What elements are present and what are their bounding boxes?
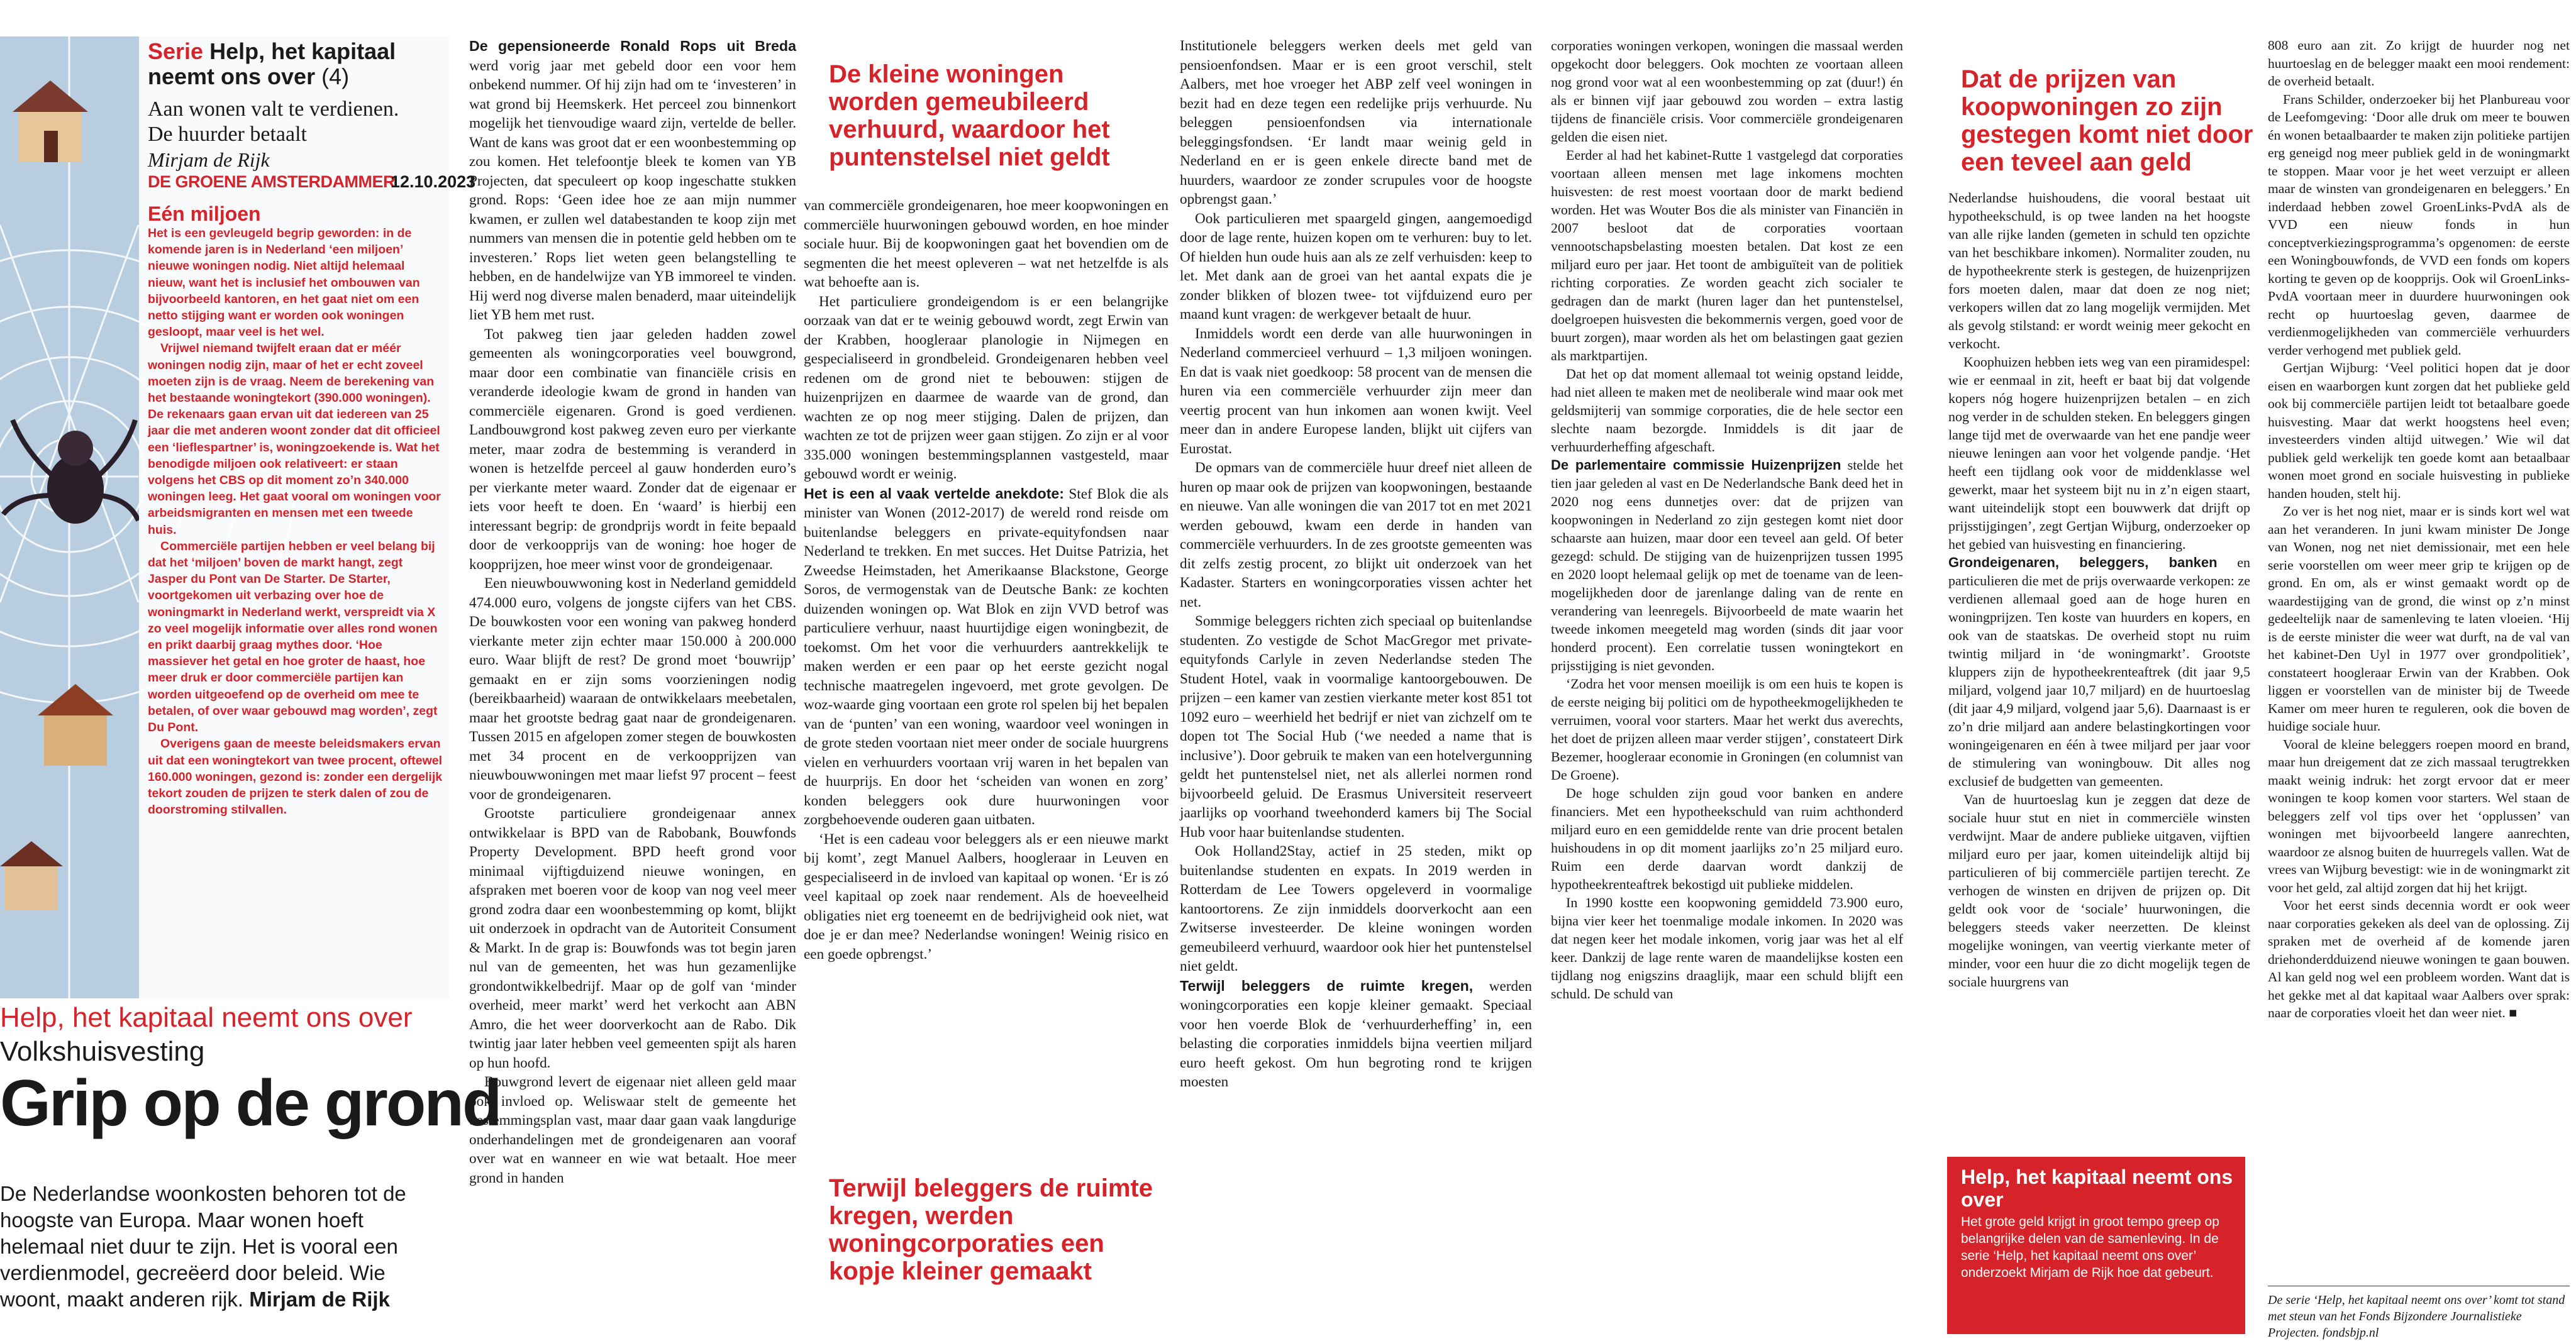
paragraph: Grootste particuliere grondeigenaar annex ontwikkelaar is BPD van de Rabobank, Bouwfonds Property Development. BPD heeft grond voor minimaal vijftigduizend nieuwe woningen, en afspraken met boeren voor de koop van nog veel meer grond zodra daar een woonbestemming op komt, blijkt uit onderzoek in opdracht van de Autoriteit Consument & Markt. In de grap is: Bouwfonds was tot begin jaren nul van de gemeenten, het was hun gezamenlijke grondontwikkelbedrijf. Maar op de golf van ‘minder overheid, meer markt’ werd het verkocht aan ABN Amro, die het weer doorverkocht aan de Rabo. Dik twintig jaar later hebben veel gemeenten spijt als haren op hun hoofd. [469, 805, 796, 1071]
paragraph [1180, 976, 1532, 1092]
paragraph: Gertjan Wijburg: ‘Veel politici hopen dat je door eisen en waarborgen kunt zorgen dat het publieke geld ook bij commerciële partijen leidt tot betaalbare goede huisvesting. Maar dat werkt hoogstens heel even; investeerders vinden altijd uitwegen.’ Wie wil dat publiek geld werkelijk ten goede komt aan betaalbaar wonen moet grond en sociale huisvesting in publieke handen houden, stelt hij. [2268, 360, 2570, 501]
intro-paragraph: Overigens gaan de meeste beleidsmakers ervan uit dat een woningtekort van twee procent, oftewel 160.000 woningen, gezond is: zonder een dergelijk tekort zouden de prijzen te sterk dalen of zou de doorstroming stilvallen. [148, 737, 443, 817]
paragraph: Eerder al had het kabinet-Rutte 1 vastgelegd dat corporaties voortaan alleen mensen met lage inkomens mochten huisvesten: de rest moest voortaan door de markt bediend worden. Het was Wouter Bos die als minister van Financiën in 2007 besloot dat de corporaties voortaan vennootschapsbelasting moesten betalen. Dat kost ze een miljard euro per jaar. Het toont de ambiguïteit van de politiek richting corporaties. Ze worden geacht zich socialer te gedragen dan de markt (huren lager dan het puntenstelsel, doelgroepen huisvesten die bekommernis vergen, goed voor de buurt zorgen), maar worden als het om belastingen gaat gezien als marktpartijen. [1551, 147, 1903, 363]
paragraph-lead: Grondeigenaren, beleggers, banken [1948, 555, 2218, 570]
paragraph-lead: De gepensioneerde Ronald Rops uit Breda [469, 38, 796, 54]
article-column-6 [2268, 36, 2570, 1022]
end-note: De serie ‘Help, het kapitaal neemt ons over’ komt tot stand met steun van het Fonds Bijzondere Journalistieke Projecten. fondsbjp.nl [2268, 1293, 2565, 1340]
paragraph-lead: Terwijl beleggers de ruimte kregen, [1180, 977, 1474, 994]
pull-quote: De kleine woningen worden gemeubileerd verhuurd, waardoor het puntenstelsel niet geldt [829, 60, 1110, 171]
paragraph: Vooral de kleine beleggers roepen moord en brand, maar hun dreigement dat ze zich massaal terugtrekken maakt weinig indruk: het zorgt ervoor dat er meer woningen te koop komen voor starters. Wel staan de beleggers zelf vol tips over het ‘opplussen’ van woningen met bijvoorbeeld langere aanrechten, waardoor ze alsnog buiten de huurregels vallen. Wat de vrees van Wijburg bevestigt: wie in de woningmarkt zit voor het geld, zal altijd zorgen dat hij het krijgt. [2268, 736, 2570, 895]
article-column-4 [1551, 36, 1903, 1003]
section-label: Volkshuisvesting [0, 1036, 205, 1067]
pull-quote: Dat de prijzen van koopwoningen zo zijn gestegen komt niet door een teveel aan geld [1961, 65, 2253, 176]
article-column-1 [469, 36, 796, 1188]
series-info-text: Het grote geld krijgt in groot tempo greep op belangrijke delen van de samenleving. In de serie ‘Help, het kapitaal neemt ons over’ onderzoekt Mirjam de Rijk hoe dat gebeurt. [1961, 1215, 2219, 1280]
paragraph-text: werd vorig jaar met gebeld door een voor hem onbekend nummer. Of hij zijn had om te ‘investeren’ in wat grond bij Heemskerk. Het perceel zou binnenkort mogelijk het tienvoudige waard zijn, vertelde de beller. Want de kans was groot dat er een woonbestemming op zou komen. Het telefoontje bleek te komen van YB Projecten, dat speculeert op koop ingeschatte stukken grond. Rops: ‘Geen idee hoe ze aan mijn nummer kwamen, er zullen wel databestanden te koop zijn met nummers van mensen die in potentie geld hebben om te investeren.’ Rops liet weten geen belangstelling te hebben, en de handelwijze van YB immoreel te vinden. Hij werd nog diverse malen benaderd, maar uiteindelijk liet YB hem met rust. [469, 57, 796, 323]
series-info-box [1947, 1157, 2245, 1334]
serie-author: Mirjam de Rijk [148, 148, 270, 171]
paragraph: Het particuliere grondeigendom is er een belangrijke oorzaak van dat er te weinig gebouwd wordt, zegt Erwin van der Krabben, hoogleraar planologie in Nijmegen en gespecialiseerd in grondbeleid. Grondeigenaren hebben veel redenen om de grond niet te bebouwen: stijgen de huizenprijzen en daarmee de waarde van de grond, dan wachten ze op nog meer stijging. Dalen de prijzen, dan wachten ze tot de prijzen weer gaan stijgen. Zo zijn er al voor 335.000 woningen bestemmingsplannen vastgesteld, maar gebouwd wordt er weinig. [804, 293, 1169, 482]
paragraph: Van de huurtoeslag kun je zeggen dat deze de sociale huur stut en niet in commerciële winsten verdwijnt. Maar de andere publieke uitgaven, vijftien miljard euro per jaar, komen uiteindelijk altijd bij particulieren of bij commerciële partijen terecht. Ze verhogen de winsten en drijven de prijzen op. Dit geldt ook voor de ‘sociale’ huurwoningen, die beleggers steeds vaker neerzetten. De kleinst mogelijke woningen, van veertig vierkante meter of minder, voor een huur die zo dicht mogelijk tegen de sociale huurgrens van [1948, 792, 2250, 990]
intro-paragraph: Commerciële partijen hebben er veel belang bij dat het ‘miljoen’ boven de markt hangt, zegt Jasper du Pont van De Starter. De Starter, voortgekomen uit verbazing over hoe de woningmarkt in Nederland werkt, verspreidt via X zo veel mogelijk informatie over alles rond wonen en prikt daarbij graag mythes door. ‘Hoe massiever het getal en hoe groter de haast, hoe meer druk er door commerciële partijen kan worden uitgeoefend op de overheid om mee te betalen, of over waar gebouwd mag worden’, zegt Du Pont. [148, 539, 438, 735]
paragraph: 808 euro aan zit. Zo krijgt de huurder nog net huurtoeslag en de belegger maakt een mooi rendement: de overheid betaalt. [2268, 38, 2570, 89]
paragraph: Institutionele beleggers werken deels met geld van pensioenfondsen. Maar er is een groot verschil, stelt Aalbers, met hoe vroeger het ABP zelf veel woningen in bezit had en deze tegen een redelijke prijs verhuurde. Nu beleggen pensioenfondsen via internationale beleggingsfondsen. ‘Er landt maar weinig geld in Nederland en er is geen enkele directe band met de huurders, waardoor ze zonder scrupules voor de hoogste opbrengst gaan.’ [1180, 38, 1532, 207]
paragraph [1551, 456, 1903, 675]
paragraph-lead: Het is een al vaak vertelde anekdote: [804, 485, 1065, 502]
page-title: Grip op de grond [0, 1067, 501, 1140]
series-info-title: Help, het kapitaal neemt ons over [1961, 1166, 2233, 1211]
paragraph: Een nieuwbouwwoning kost in Nederland gemiddeld 474.000 euro, volgens de jongste cijfers van het CBS. De bouwkosten voor een woning van pakweg honderd vierkante meter zijn echter maar 150.000 à 200.000 euro. Waar blijft de rest? De grond moet ‘bouwrijp’ gemaakt en er zijn soms voorzieningen nodig (bereikbaarheid) waaraan de ontwikkelaars meebetalen, maar het grootste bedrag gaat naar de grondeigenaren. Tussen 2015 en afgelopen zomer stegen de bouwkosten met 34 procent en de verkoopprijzen van nieuwbouwwoningen met maar liefst 97 procent – feest voor de grondeigenaren. [469, 575, 796, 803]
paragraph: Voor het eerst sinds decennia wordt er ook weer naar corporaties gekeken als deel van de oplossing. Zij spraken met de overheid af de komende jaren driehonderdduizend nieuwe woningen te gaan bouwen. Al kan geld nog wel een probleem worden. Want dat is het gekke met al dat kapitaal waar Aalbers over sprak: naar de corporaties vloeit het dan weer niet. ■ [2268, 898, 2570, 1020]
paragraph: Ook particulieren met spaargeld gingen, aangemoedigd door de lage rente, huizen kopen om te verhuren: buy to let. Of hielden hun oude huis aan als ze zelf verhuisden: keep to let. Met dank aan de groei van het aantal expats die je zonder blikken of blozen twee- tot vijfduizend euro per maand kunt vragen: de werkgever betaalt de huur. [1180, 210, 1532, 323]
serie-subtitle [148, 97, 443, 147]
paragraph: Koophuizen hebben iets weg van een piramidespel: wie er eenmaal in zit, heeft er baat bij dat volgende kopers nóg hogere huizenprijzen betalen – en zich nog verder in de schulden steken. En beleggers gingen lange tijd met de overwaarde van het ene pandje weer nieuwe leningen aan voor het volgende pandje. ‘Het heeft een tijdlang ook voor de middenklasse wel gewerkt, maar het systeem bijt nu in z’n eigen staart, want uiteindelijk stopt een bouwwerk dat drijft op prijsstijgingen’, zegt Gertjan Wijburg, onderzoeker op het gebied van huisvesting en financiering. [1948, 354, 2250, 552]
paragraph-text: Stef Blok die als minister van Wonen (2012-2017) de wereld rond reisde om buitenlandse beleggers en private-equityfondsen naar Nederland te trekken. En met succes. Het Duitse Patrizia, het Zweedse Heimstaden, het Amerikaanse Blackstone, George Soros, de vermogenstak van de Deutsche Bank: ze kochten duizenden woningen op. Wat Blok en zijn VVD betrof was particuliere verhuur, naast huurtijdige eigen woningbezit, de toekomst. Om het voor die verhuurders aantrekkelijk te maken werden er een paar op het eerste gezicht nogal technische maatregelen ingevoerd, met grote gevolgen. De woz-waarde ging voortaan een grote rol spelen bij het bepalen van de ‘punten’ van een woning, waardoor veel woningen in de grote steden voortaan niet meer onder de sociale huurgrens vielen en verhuurders voortaan vrij waren in het bepalen van de huurprijs. En door het ‘scheiden van wonen en zorg’ konden beleggers ook dure huurwoningen voor zorgbehoevende ouderen gaan uitbaten. [804, 485, 1169, 828]
byline: Mirjam de Rijk [249, 1288, 390, 1311]
serie-subtitle-line: De huurder betaalt [148, 123, 307, 146]
series-label: Help, het kapitaal neemt ons over [0, 1002, 413, 1033]
paragraph: ‘Het is een cadeau voor beleggers als er een nieuwe markt bij komt’, zegt Manuel Aalbers, hoogleraar in Leuven en gespecialiseerd in de invloed van kapitaal op wonen. ‘Er is zó veel kapitaal op zoek naar rendement. Als de hoeveelheid obligaties niet erg toeneemt en de bedrijvigheid ook niet, wat doe je er dan mee? Nederlandse woningen! Weinig risico en een goede opbrengst.’ [804, 831, 1169, 963]
paragraph [1948, 553, 2250, 790]
article-column-5 [1948, 189, 2250, 991]
paragraph: Frans Schilder, onderzoeker bij het Planbureau voor de Leefomgeving: ‘Door alle druk om meer te bouwen én wonen betaalbaarder te maken zijn politieke partijen erg geneigd nog meer publiek geld in de woningmarkt te stoppen. Maar voor je het weet verzuipt er alleen maar de winsten van grondeigenaren en beleggers.’ En inderdaad hebben zowel GroenLinks-PvdA als de VVD een nieuw fonds in hun conceptverkiezingsprogramma’s opgenomen: de eerste een Woningbouwfonds, de VVD een fonds om kopers korting te geven op de koopprijs. Ook wil GroenLinks-PvdA voortaan meer in duurdere huurwoningen ook recht op huurtoeslag geven, daarmee de verdienmogelijkheden van commerciële verhuurders verder verhogend met publiek geld. [2268, 91, 2570, 358]
serie-number: (4) [321, 63, 350, 89]
standfirst [0, 1181, 447, 1313]
standfirst-text: De Nederlandse woonkosten behoren tot de hoogste van Europa. Maar wonen hoeft helemaal niet duur te zijn. Het is vooral een verdienmodel, gecreëerd door beleid. Wie woont, maakt anderen rijk. [0, 1182, 406, 1311]
paragraph: van commerciële grondeigenaren, hoe meer koopwoningen en commerciële huurwoningen gebouwd worden, en hoe minder sociale huur. Bij de koopwoningen gaat het bovendien om de segmenten die het meest opleveren – wat net hetzelfde is als wat behoefte aan is. [804, 197, 1169, 290]
series-header [148, 39, 443, 89]
paragraph: De hoge schulden zijn goud voor banken en andere financiers. Met een hypotheekschuld van ruim achthonderd miljard euro en een gemiddelde rente van drie procent betalen huishoudens in op dit moment jaarlijks zo’n 25 miljard euro. Ruim een derde daarvan wordt dankzij de hypotheekrenteaftrek bekostigd uit publieke middelen. [1551, 785, 1903, 892]
paragraph: ‘Zodra het voor mensen moeilijk is om een huis te kopen is de eerste neiging bij politici om de hypotheekmogelijkheden te verruimen, vooral voor starters. Maar het werkt dus averechts, het doet de prijzen alleen maar verder stijgen’, constateert Dirk Bezemer, hoogleraar economie in Groningen (en columnist van De Groene). [1551, 676, 1903, 783]
paragraph: Dat het op dat moment allemaal tot weinig opstand leidde, had niet alleen te maken met de neoliberale wind maar ook met geldsmijterij van sommige corporaties, die de hele sector een slechte naam bezorgde. Inmiddels is dit jaar de verhuurderheffing afgeschaft. [1551, 366, 1903, 455]
paragraph: Tot pakweg tien jaar geleden hadden zowel gemeenten als woningcorporaties veel bouwgrond, maar door een combinatie van financiële crisis en veranderde ideologie kwam de grond in handen van commerciële eigenaren. Grond is goed verdienen. Landbouwgrond kost pakweg zeven euro per vierkante meter, maar zodra de bestemming is veranderd in wonen is hetzelfde perceel al gauw honderden euro’s per vierkante meter waard. Zonder dat de eigenaar er iets voor heeft te doen. En ‘waard’ is hierbij een interessant begrip: de grondprijs wordt in feite bepaald door de verkoopprijs van de woning: hoe hoger de koopprijzen, hoe meer winst voor de grondeigenaar. [469, 326, 796, 573]
intro-heading: Eén miljoen [148, 202, 261, 225]
paragraph-lead: De parlementaire commissie Huizenprijzen [1551, 457, 1841, 473]
paragraph: In 1990 kostte een koopwoning gemiddeld 73.900 euro, bijna vier keer het toenmalige modale inkomen. In 2020 was dat negen keer het modale inkomen, vorig jaar was het al elf keer. Dankzij de lage rente waren de maandelijkse kosten een tijdlang nog enigszins draaglijk, maar een schuld blijft een schuld. De schuld van [1551, 895, 1903, 1002]
paragraph-text: werden woningcorporaties een kopje kleiner gemaakt. Speciaal voor hen voerde Blok de ‘verhuurderheffing’ in, een belasting die corporaties inmiddels bijna veertien miljard euro heeft gekost. Om hun begroting rond te krijgen moesten [1180, 978, 1532, 1090]
serie-title: Help, het kapitaal neemt ons over [148, 38, 396, 89]
masthead: DE GROENE AMSTERDAMMER [148, 172, 396, 191]
issue-date: 12.10.2023 [391, 172, 476, 191]
serie-word: Serie [148, 38, 204, 64]
paragraph: De opmars van de commerciële huur dreef niet alleen de huren op maar ook de prijzen van koopwoningen, bestaande en nieuwe. Van alle woningen die van 2017 tot en met 2021 werden gebouwd, kwam een derde in handen van commerciële verhuurders. In de zes grootste gemeenten was dit zelfs zestig procent, zo blijkt uit onderzoek van het Kadaster. Starters en woningcorporaties vissen achter het net. [1180, 460, 1532, 610]
article-column-2 [804, 196, 1169, 964]
paragraph-text: stelde het tien jaar geleden al vast en De Nederlandsche Bank deed het in 2020 nog eens dunnetjes over: dat de prijzen van koopwoningen in Nederland zo zijn gestegen komt niet door schaarste aan huizen, maar door een teveel aan geld. Of beter gezegd: schuld. De stijging van de huizenprijzen tussen 1995 en 2020 loopt helemaal gelijk op met de toename van de leen-mogelijkheden door de jarenlange daling van de rente en verandering van leenregels. Bijvoorbeeld de mate waarin het tweede inkomen meegeteld mag worden (sinds dit jaar voor honderd procent). Een correlatie tussen woningtekort en prijsstijging is niet gevonden. [1551, 457, 1903, 673]
paragraph: Inmiddels wordt een derde van alle huurwoningen in Nederland commercieel verhuurd – 1,3 miljoen woningen. En dat is vaak niet goedkoop: 58 procent van de mensen die huren via een commerciële verhuurder zijn meer dan veertig procent van hun inkomen aan wonen kwijt. Veel meer dan in andere Europese landen, blijkt uit cijfers van Eurostat. [1180, 325, 1532, 457]
intro-box [139, 36, 476, 998]
article-column-3 [1180, 36, 1532, 1092]
paragraph: Sommige beleggers richten zich speciaal op buitenlandse studenten. Zo vestigde de Schot MacGregor met private-equityfonds Carlyle in zeven Nederlandse steden The Student Hotel, vaak in voormalige kantoorgebouwen. De prijzen – een kamer van zestien vierkante meter kost 851 tot 1092 euro – weerhield het bedrijf er niet van zichzelf om te dopen tot The Social Hub (‘we needed a name that is inclusive’). Door gebruik te maken van een hotelvergunning geldt het puntenstelsel niet, net als allerlei normen rond bijvoorbeeld geluid. De Erasmus Universiteit reserveert jaarlijks op voorhand tweehonderd kamers bij The Social Hub voor haar buitenlandse studenten. [1180, 613, 1532, 841]
intro-text [148, 225, 443, 818]
paragraph [469, 36, 796, 325]
intro-paragraph: Het is een gevleugeld begrip geworden: in de komende jaren is in Nederland ‘een miljoen’ nieuwe woningen nodig. Niet altijd helemaal nieuw, want het is inclusief het ombouwen van bijvoorbeeld kantoren, en het gaat niet om een netto stijging want er worden ook woningen gesloopt, maar veel is het wel. [148, 226, 420, 339]
paragraph: Nederlandse huishoudens, die vooral bestaat uit hypotheekschuld, is op twee landen na het hoogste van alle rijke landen (gemeten in schuld ten opzichte van het beschikbare inkomen). Normaliter zouden, nu de hypotheekrente sterk is gestegen, de huizenprijzen fors moeten dalen, maar dat doen ze nog niet; verkopers willen dat zo lang mogelijk vermijden. Met als gevolg stilstand: er wordt weinig meer gekocht en verkocht. [1948, 190, 2250, 351]
paragraph [804, 484, 1169, 830]
paragraph: Bouwgrond levert de eigenaar niet alleen geld maar ook invloed op. Weliswaar stelt de gemeente het bestemmingsplan vast, maar daar gaan vaak langdurige onderhandelingen met de grondeigenaren aan vooraf over wat en wanneer en wie wat betaalt. Hoe meer grond in handen [469, 1074, 796, 1186]
paragraph: corporaties woningen verkopen, woningen die massaal werden opgekocht door beleggers. Ook mochten ze voortaan alleen nog grond voor wat al een woonbestemming op zat (duur!) én als er binnen vijf jaar gebouwd zou worden – extra lastig tijdens de financiële crisis. Voor commerciële grondeigenaren gelden die eisen niet. [1551, 38, 1903, 145]
serie-subtitle-line: Aan wonen valt te verdienen. [148, 97, 399, 121]
pull-quote: Terwijl beleggers de ruimte kregen, werden woningcorporaties een kopje kleiner gemaakt [829, 1174, 1153, 1285]
intro-paragraph: Vrijwel niemand twijfelt eraan dat er méér woningen nodig zijn, maar of het er echt zoveel moeten zijn is de vraag. Neem de berekening van het bestaande woningtekort (390.000 woningen). De rekenaars gaan ervan uit dat iedereen van 25 jaar die met anderen woont zonder dat dit officieel een ‘lieflespartner’ is, woningzoekende is. Wat het benodigde miljoen ook relativeert: er staan volgens het CBS op dit moment zo’n 340.000 woningen leeg. Het gaat vooral om woningen voor arbeidsmigranten en mensen met een tweede huis. [148, 341, 441, 537]
cover-illustration [0, 36, 476, 998]
paragraph: Ook Holland2Stay, actief in 25 steden, mikt op buitenlandse studenten en expats. In 2019 werden in Rotterdam de Lee Towers opgeleverd in voormalige kantoortorens. Ze zijn inmiddels doorverkocht aan een Zwitserse investeerder. De kleine woningen worden gemeubileerd verhuurd, waardoor ook hier het puntenstelsel niet geldt. [1180, 843, 1532, 974]
paragraph-text: en particulieren die met de prijs overwaarde verkopen: ze verdienen allemaal goed aan de hoge huren en woningprijzen. Ten koste van huurders en kopers, en ook van de staatskas. De overheid stopt nu ruim twintig miljard in ‘de woningmarkt’. Grootste kluppers zijn de hypotheekrenteaftrek (dit jaar 9,5 miljard, volgend jaar 10,7 miljard) en de huurtoeslag (dit jaar 4,9 miljard, volgend jaar 5,6). Daarnaast is er zo’n drie miljard aan andere belastingkortingen voor woningeigenaren en één à twee miljard per jaar voor de stimulering van woningbouw. Dit alles nog exclusief de budgetten van gemeenten. [1948, 555, 2250, 789]
paragraph: Zo ver is het nog niet, maar er is sinds kort wel wat aan het veranderen. In juni kwam minister De Jonge van Wonen, nog net niet demissionair, met een hele serie voorstellen om weer meer grip te krijgen op de grond. En om, als er winst gemaakt wordt op de waardestijging van de grond, die winst op z’n minst gedeeltelijk naar de samenleving te laten vloeien. ‘Hij is de eerste minister die weer wat durft, na de val van het kabinet-Den Uyl in 1977 over grondpolitiek’, constateert hoogleraar Erwin van der Krabben. Ook liggen er voorstellen van de minister bij de Tweede Kamer om meer huren te reguleren, ook die boven de huidige sociale huur. [2268, 504, 2570, 734]
